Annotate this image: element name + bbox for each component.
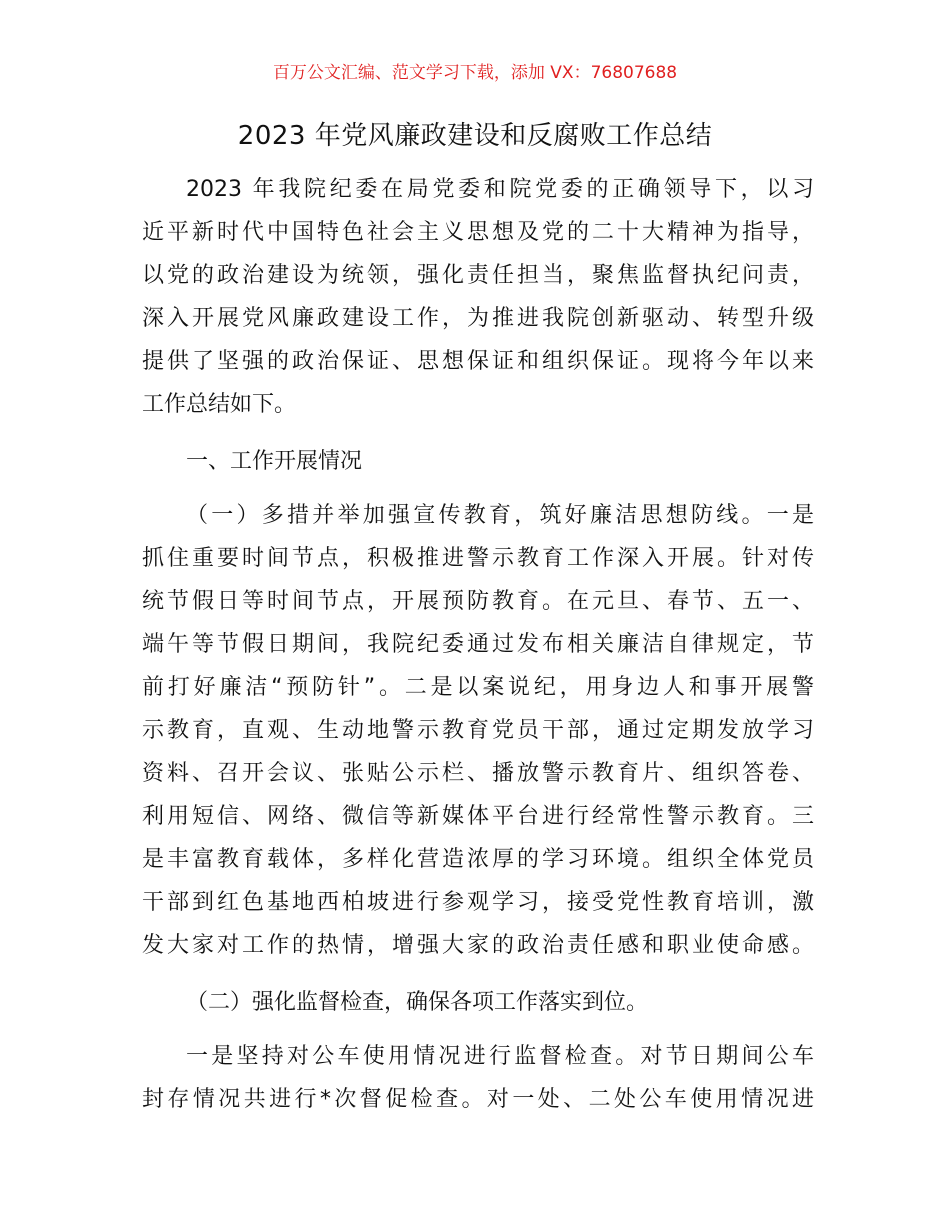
text-line: 干部到红色基地西柏坡进行参观学习，接受党性教育培训，激 bbox=[142, 890, 814, 915]
text-line: （一）多措并举加强宣传教育，筑好廉洁思想防线。一是 bbox=[186, 503, 814, 528]
text-line: 深入开展党风廉政建设工作，为推进我院创新驱动、转型升级 bbox=[142, 306, 814, 331]
text-line: 抓住重要时间节点，积极推进警示教育工作深入开展。针对传 bbox=[142, 546, 814, 571]
document-title: 2023 年党风廉政建设和反腐败工作总结 bbox=[237, 121, 713, 151]
subsection-heading-text: （二）强化监督检查，确保各项工作落实到位。 bbox=[186, 990, 649, 1015]
intro-paragraph bbox=[142, 168, 814, 426]
text-line: 是丰富教育载体，多样化营造浓厚的学习环境。组织全体党员 bbox=[142, 847, 814, 872]
text-line: 示教育，直观、生动地警示教育党员干部，通过定期发放学习 bbox=[142, 718, 814, 743]
text-line: 封存情况共进行*次督促检查。对一处、二处公车使用情况进 bbox=[142, 1087, 814, 1112]
text-line: 前打好廉洁“预防针”。二是以案说纪，用身边人和事开展警 bbox=[142, 675, 814, 700]
text-line: 近平新时代中国特色社会主义思想及党的二十大精神为指导， bbox=[142, 220, 814, 245]
promo-header-banner: 百万公文汇编、范文学习下载，添加 VX：76807688 bbox=[272, 63, 678, 83]
text-line: 一是坚持对公车使用情况进行监督检查。对节日期间公车 bbox=[186, 1044, 814, 1069]
subsection-2-paragraph bbox=[142, 1035, 814, 1121]
subsection-2-heading bbox=[142, 981, 814, 1024]
subsection-1-paragraph bbox=[142, 494, 814, 967]
text-line: 资料、召开会议、张贴公示栏、播放警示教育片、组织答卷、 bbox=[142, 761, 814, 786]
text-line: 2023 年我院纪委在局党委和院党委的正确领导下，以习 bbox=[186, 177, 814, 202]
text-line: 发大家对工作的热情，增强大家的政治责任感和职业使命感。 bbox=[142, 933, 814, 958]
text-line: 工作总结如下。 bbox=[142, 392, 297, 417]
section-heading-text: 一、工作开展情况 bbox=[186, 449, 363, 474]
text-line: 利用短信、网络、微信等新媒体平台进行经常性警示教育。三 bbox=[142, 804, 814, 829]
text-line: 以党的政治建设为统领，强化责任担当，聚焦监督执纪问责， bbox=[142, 263, 814, 288]
text-line: 端午等节假日期间，我院纪委通过发布相关廉洁自律规定，节 bbox=[142, 632, 814, 657]
text-line: 提供了坚强的政治保证、思想保证和组织保证。现将今年以来 bbox=[142, 349, 814, 374]
text-line: 统节假日等时间节点，开展预防教育。在元旦、春节、五一、 bbox=[142, 589, 814, 614]
section-heading bbox=[142, 440, 814, 483]
